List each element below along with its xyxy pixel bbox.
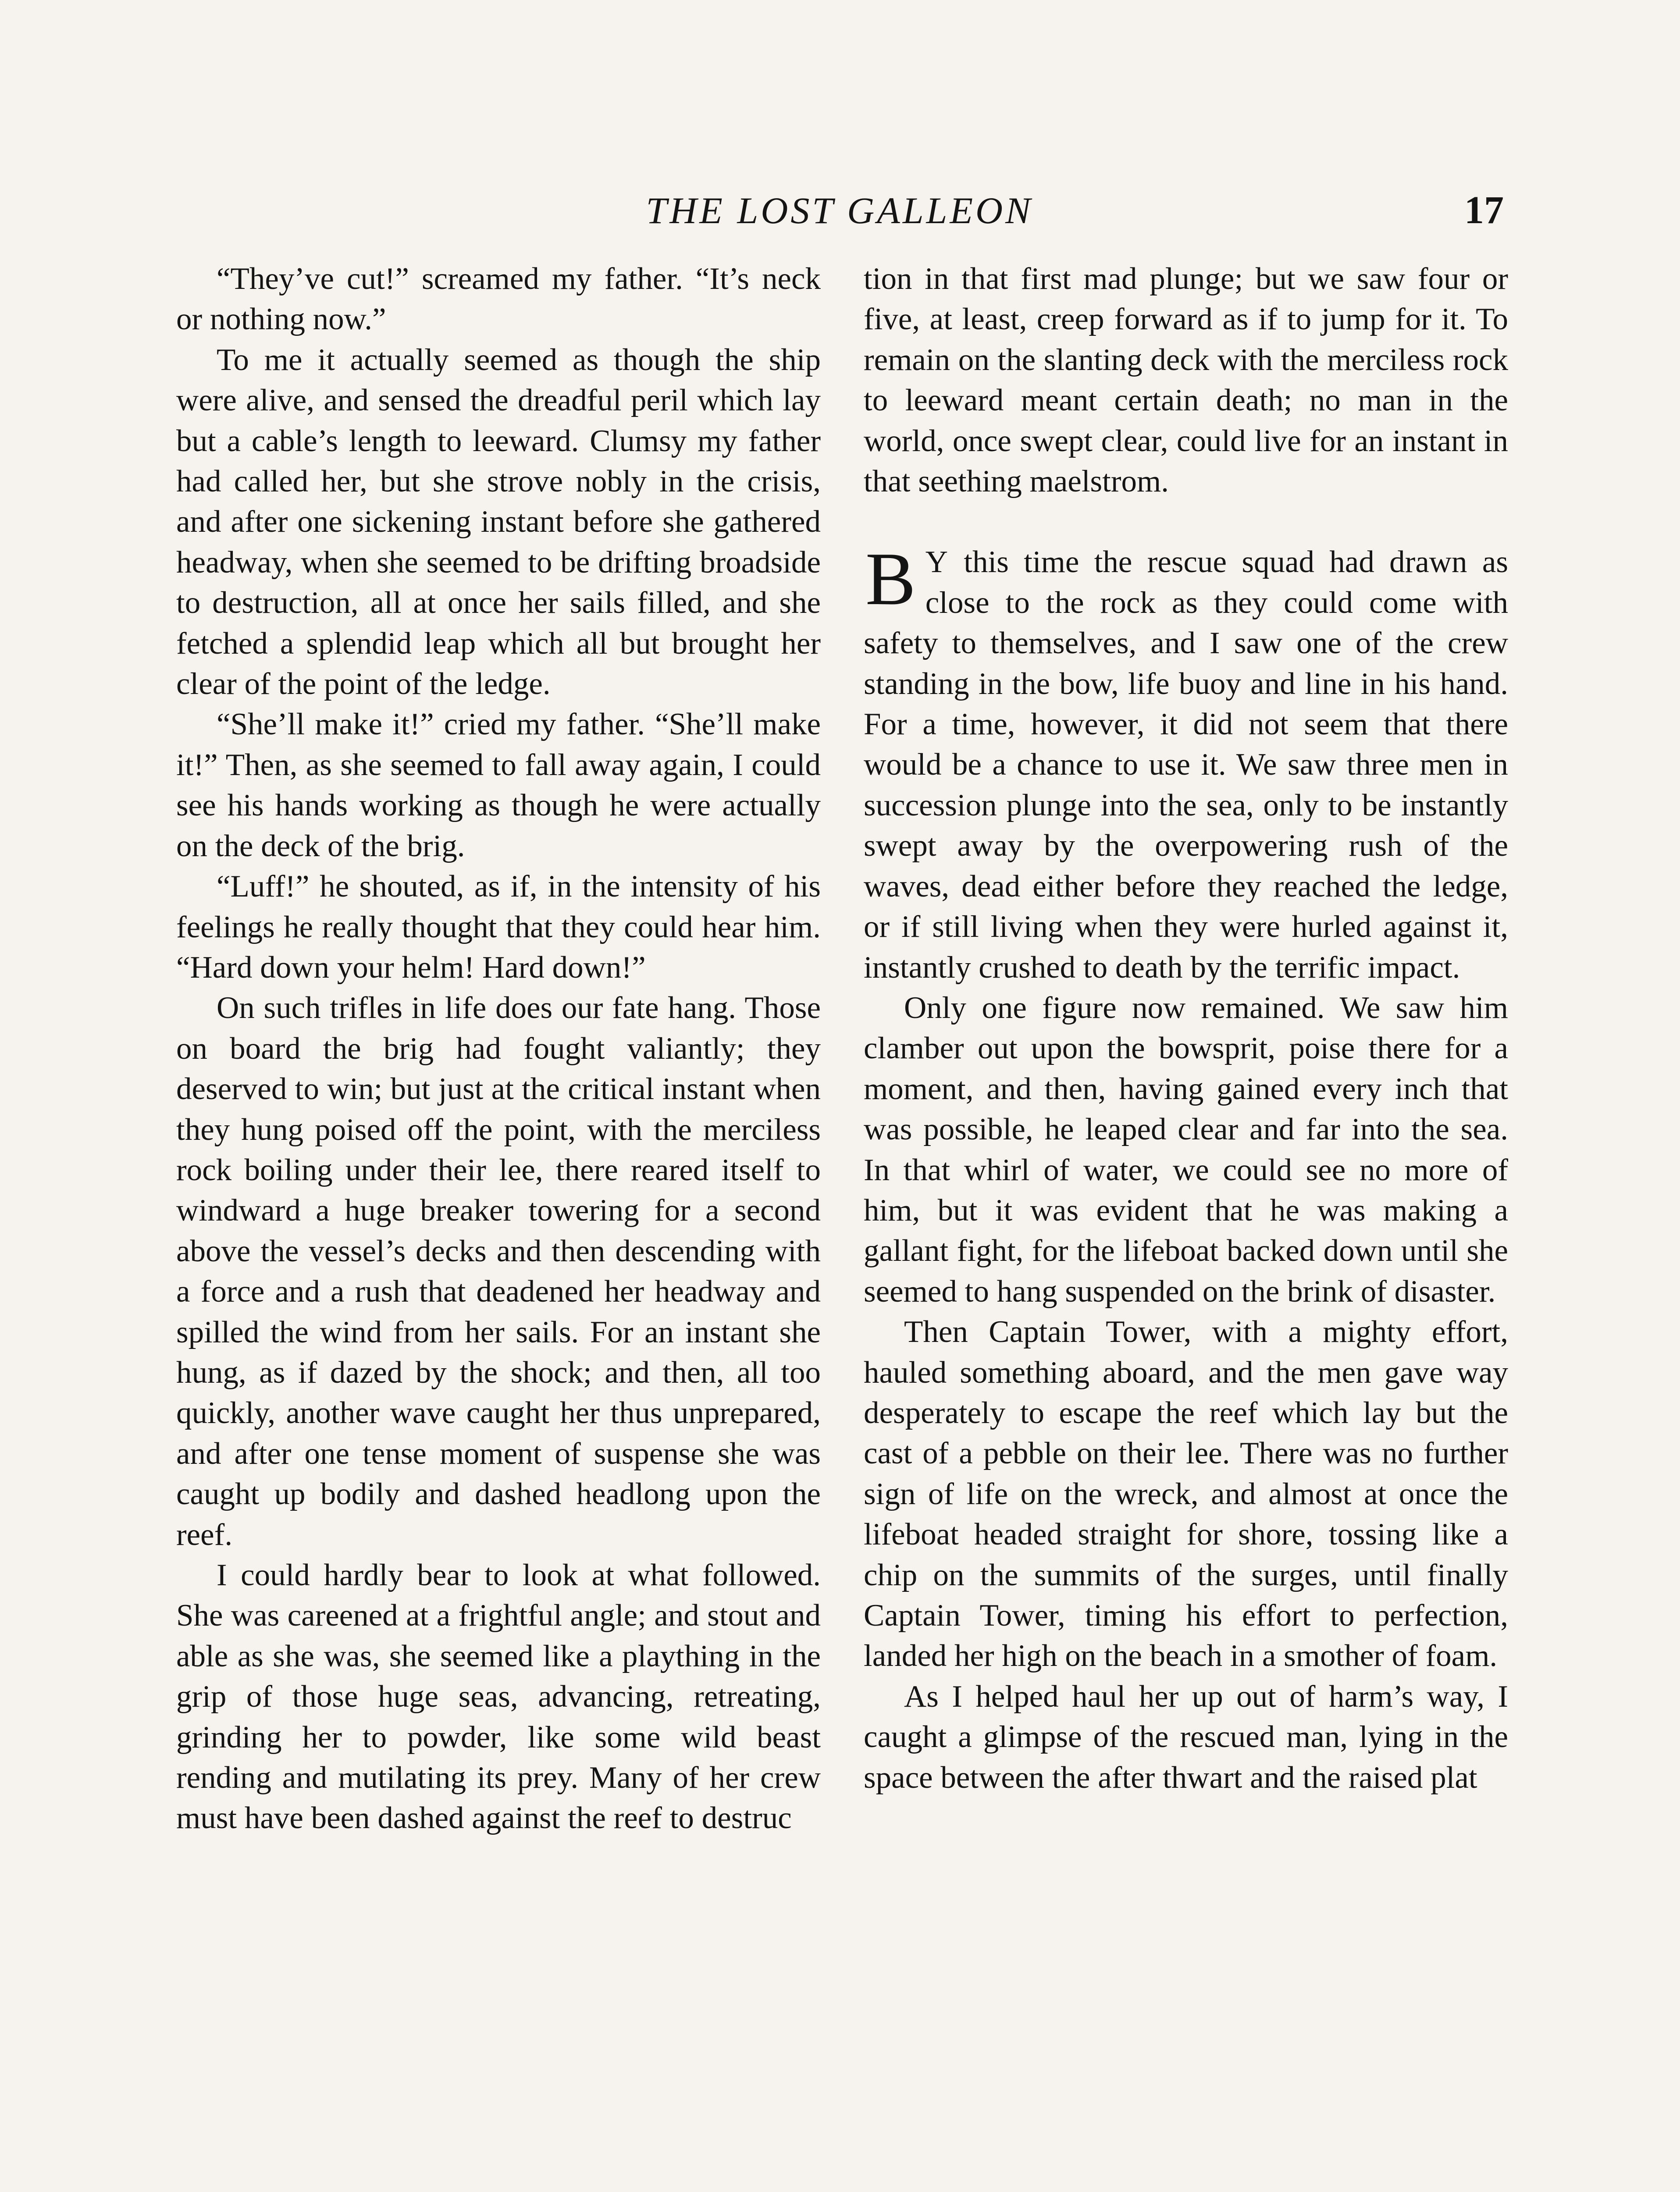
paragraph: On such trifles in life does our fate hang. Those on board the brig had fought valiantly; they deserved to win; but just at the critical instant when they hung poised off the point, with the merciless rock boiling under their lee, there reared itself to windward a huge breaker towering for a second above the vessel’s decks and then descending with a force and a rush that deadened her headway and spilled the wind from her sails. For an instant she hung, as if dazed by the shock; and then, all too quickly, another wave caught her thus unprepared, and after one tense moment of suspense she was caught up bodily and dashed headlong upon the reef. xyxy=(176,991,821,1552)
running-title: THE LOST GALLEON xyxy=(646,189,1033,231)
paragraph: To me it actually seemed as though the ship were alive, and sensed the dreadful peril which lay but a cable’s length to leeward. Clumsy my father had called her, but she strove nobly in the crisis, and after one sickening instant before she gathered headway, when she seemed to be drifting broadside to destruction, all at once her sails filled, and she fetched a splendid leap which all but brought her clear of the point of the ledge. xyxy=(176,342,821,701)
paragraph: As I helped haul her up out of harm’s way, I caught a glimpse of the rescued man, lying in the space between the after thwart and the raised plat xyxy=(864,1679,1508,1795)
right-column xyxy=(864,259,1508,1798)
paragraph: Only one figure now remained. We saw him clamber out upon the bowsprit, poise there for a moment, and then, having gained every inch that was possible, he leaped clear and far into the sea. In that whirl of water, we could see no more of him, but it was evident that he was making a gallant fight, for the lifeboat backed down until she seemed to hang suspended on the brink of disaster. xyxy=(864,990,1508,1309)
paragraph: I could hardly bear to look at what followed. She was careened at a frightful angle; and stout and able as she was, she seemed like a plaything in the grip of those huge seas, advancing, retreating, grinding her to powder, like some wild beast rending and mutilating its prey. Many of her crew must have been dashed against the reef to destruc xyxy=(176,1558,821,1836)
paragraph: “They’ve cut!” screamed my father. “It’s neck or nothing now.” xyxy=(176,262,821,337)
paragraph: “Luff!” he shouted, as if, in the intensity of his feelings he really thought that they could hear him. “Hard down your helm! Hard down!” xyxy=(176,869,821,985)
left-column xyxy=(176,259,821,1839)
continued-paragraph: tion in that first mad plunge; but we saw four or five, at least, creep forward as if to jump for it. To remain on the slanting deck with the merciless rock to leeward meant certain death; no man in the world, once swept clear, could live for an instant in that seething maelstrom. xyxy=(864,262,1508,499)
drop-cap: B xyxy=(865,537,916,621)
paragraph: “She’ll make it!” cried my father. “She’ll make it!” Then, as she seemed to fall away again, I could see his hands working as though he were actually on the deck of the brig. xyxy=(176,707,821,863)
paragraph: Then Captain Tower, with a mighty effort, hauled something aboard, and the men gave way desperately to escape the reef which lay but the cast of a pebble on their lee. There was no further sign of life on the wreck, and almost at once the lifeboat headed straight for shore, tossing like a chip on the summits of the surges, until finally Captain Tower, timing his effort to perfection, landed her high on the beach in a smother of foam. xyxy=(864,1315,1508,1673)
section-start-text: this time the rescue squad had drawn as close to the rock as they could come with safety to themselves, and I saw one of the crew standing in the bow, life buoy and line in his hand. For a time, however, it did not seem that there would be a chance to use it. We saw three men in succession plunge into the sea, only to be instantly swept away by the overpowering rush of the waves, dead either before they reached the ledge, or if still living when they were hurled against it, instantly crushed to death by the terrific impact. xyxy=(864,545,1508,985)
drop-cap-rest: Y xyxy=(925,545,949,580)
running-header xyxy=(175,184,1504,237)
page-number: 17 xyxy=(1464,189,1504,232)
section-start-paragraph xyxy=(864,537,1508,987)
